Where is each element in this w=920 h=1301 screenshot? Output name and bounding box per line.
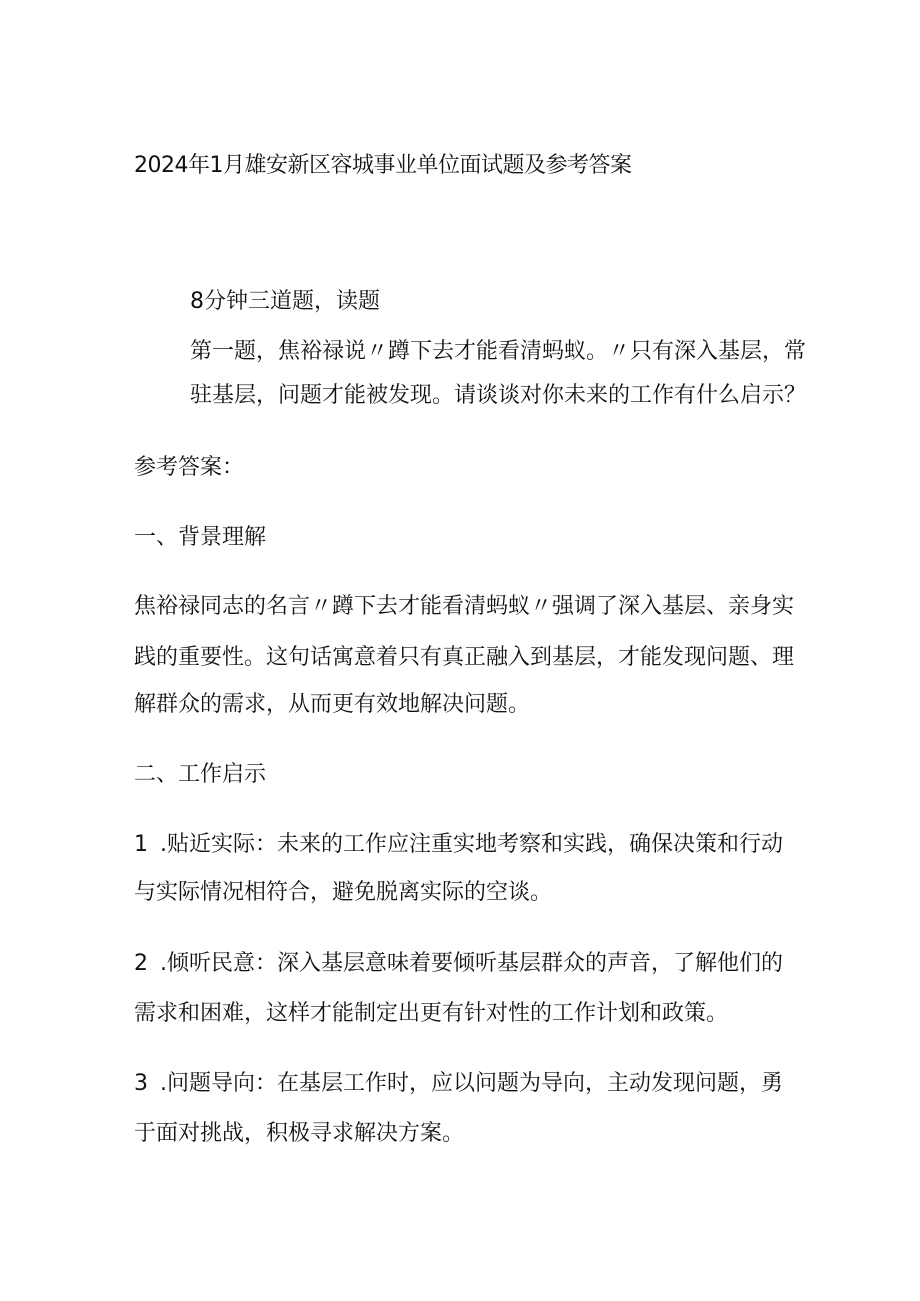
question-text-line-1: 第一题，焦裕禄说〃蹲下去才能看清蚂蚁。〃只有深入基层，常 <box>190 339 807 364</box>
question-heading: 8分钟三道题，读题 <box>190 289 380 314</box>
section-heading-work-insights: 二、工作启示 <box>134 762 267 787</box>
list-item-number: 3 <box>134 1071 148 1096</box>
list-item-3-line-2: 于面对挑战，积极寻求解决方案。 <box>134 1121 465 1146</box>
document-title: 2024年1月雄安新区容城事业单位面试题及参考答案 <box>134 153 632 178</box>
answer-label: 参考答案： <box>134 455 245 480</box>
background-paragraph-line-3: 解群众的需求，从而更有效地解决问题。 <box>134 692 531 717</box>
list-item-text: .倾听民意：深入基层意味着要倾听基层群众的声音，了解他们的 <box>160 951 783 976</box>
list-item-2-line-1 <box>134 949 783 979</box>
list-item-3-line-1 <box>134 1069 783 1099</box>
list-item-text: .贴近实际：未来的工作应注重实地考察和实践，确保决策和行动 <box>160 832 783 857</box>
list-item-number: 2 <box>134 951 148 976</box>
list-item-1-line-2: 与实际情况相符合，避免脱离实际的空谈。 <box>134 880 553 905</box>
list-item-text: .问题导向：在基层工作时，应以问题为导向，主动发现问题，勇 <box>160 1071 783 1096</box>
background-paragraph-line-1: 焦裕禄同志的名言〃蹲下去才能看清蚂蚁〃强调了深入基层、亲身实 <box>134 594 795 619</box>
list-item-1-line-1 <box>134 830 783 860</box>
list-item-2-line-2: 需求和困难，这样才能制定出更有针对性的工作计划和政策。 <box>134 1001 729 1026</box>
background-paragraph-line-2: 践的重要性。这句话寓意着只有真正融入到基层，才能发现问题、理 <box>134 645 795 670</box>
section-heading-background: 一、背景理解 <box>134 525 267 550</box>
list-item-number: 1 <box>134 832 148 857</box>
question-text-line-2: 驻基层，问题才能被发现。请谈谈对你未来的工作有什么启示？ <box>190 383 807 408</box>
